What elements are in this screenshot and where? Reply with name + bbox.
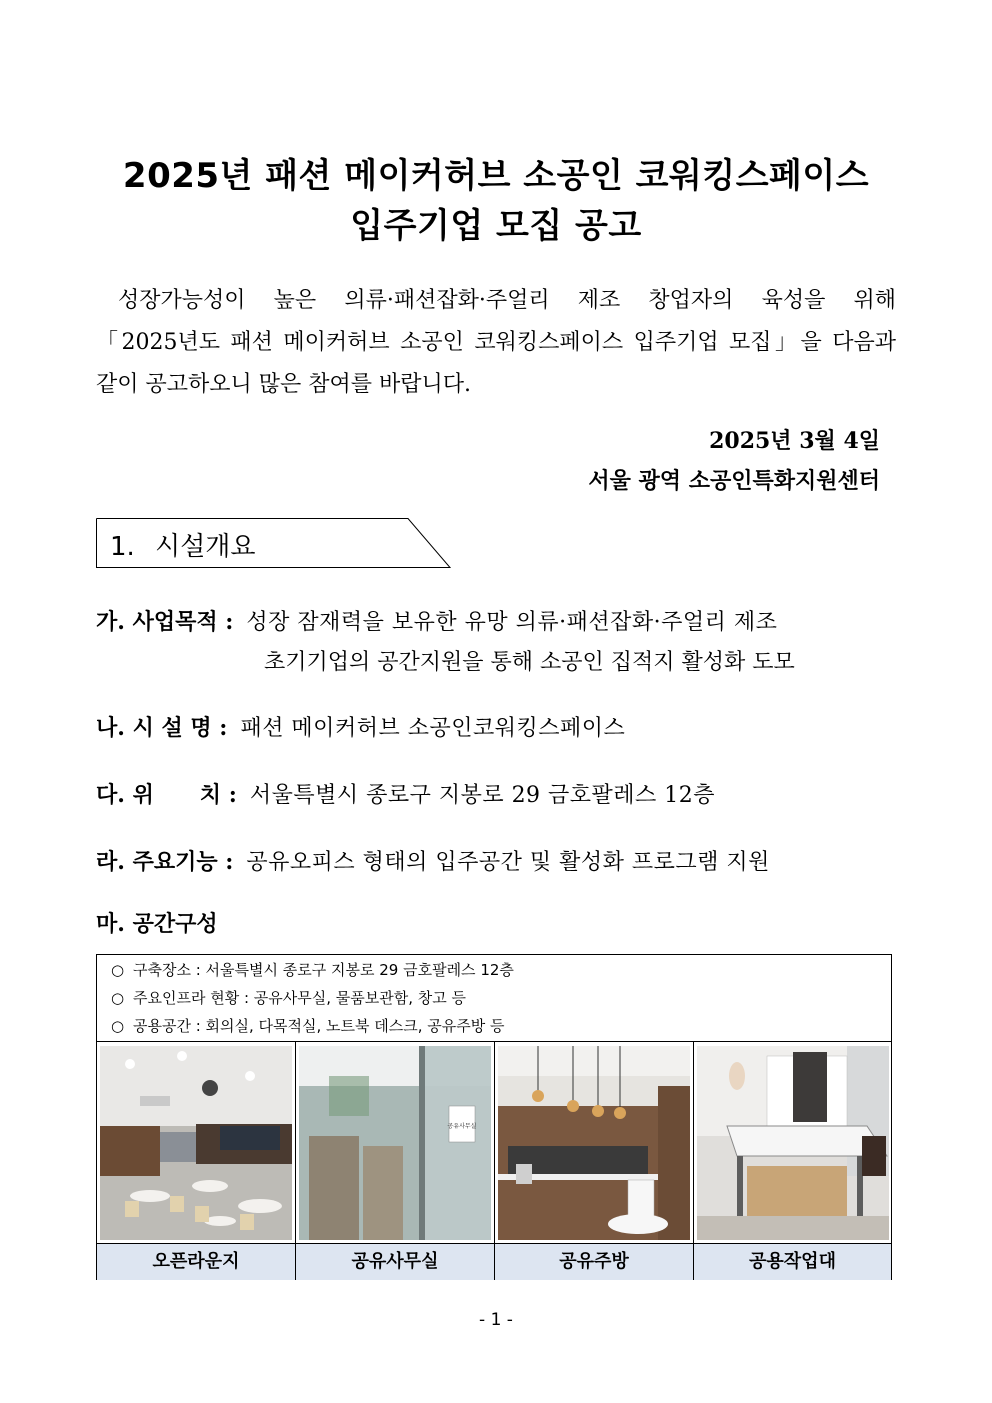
item-facility-label: 나. 시 설 명 : [96, 715, 228, 741]
office-sign-text: 공유사무실 [447, 1123, 477, 1130]
space-bullet-3-text: 공용공간 : 회의실, 다목적실, 노트북 데스크, 공유주방 등 [133, 1017, 505, 1035]
space-bullet-1-text: 구축장소 : 서울특별시 종로구 지봉로 29 금호팔레스 12층 [133, 961, 514, 979]
item-function-text: 공유오피스 형태의 입주공간 및 활성화 프로그램 지원 [246, 850, 770, 875]
item-facility-text: 패션 메이커허브 소공인코워킹스페이스 [240, 716, 626, 741]
section-name: 시설개요 [155, 532, 256, 562]
space-table [96, 954, 892, 1280]
organization-name: 서울 광역 소공인특화지원센터 [588, 468, 880, 494]
photo-shared-kitchen [495, 1042, 694, 1244]
open-lounge-image [100, 1046, 292, 1240]
caption-open-lounge: 오픈라운지 [97, 1244, 296, 1280]
bullet-circle-icon: ○ [111, 989, 125, 1007]
item-location-label: 다. 위 치 : [96, 782, 237, 808]
page-title-line1: 2025년 패션 메이커허브 소공인 코워킹스페이스 [122, 156, 870, 196]
page-number: - 1 - [479, 1310, 513, 1330]
section-header [96, 518, 452, 568]
item-facility-name [96, 708, 906, 749]
caption-shared-office: 공유사무실 [296, 1244, 495, 1280]
item-location-text: 서울특별시 종로구 지봉로 29 금호팔레스 12층 [249, 783, 716, 808]
photo-shared-office [296, 1042, 495, 1244]
item-space-label: 마. 공간구성 [96, 911, 218, 937]
item-purpose [96, 602, 906, 643]
item-location [96, 775, 906, 816]
shared-office-image [299, 1046, 491, 1240]
item-purpose-text2: 초기기업의 공간지원을 통해 소공인 집적지 활성화 도모 [264, 650, 795, 675]
space-bullet-3 [111, 1015, 505, 1036]
item-space [96, 904, 906, 945]
page-title-line2: 입주기업 모집 공고 [350, 206, 642, 246]
intro-line3: 같이 공고하오니 많은 참여를 바랍니다. [96, 372, 471, 397]
section-title [110, 526, 256, 563]
photo-open-lounge [97, 1042, 296, 1244]
photo-shared-workbench [694, 1042, 891, 1244]
item-purpose-text: 성장 잠재력을 보유한 유망 의류·패션잡화·주얼리 제조 [246, 610, 778, 635]
item-function [96, 842, 906, 883]
space-bullet-1 [111, 959, 514, 980]
intro-line1: 성장가능성이 높은 의류·패션잡화·주얼리 제조 창업자의 육성을 위해 [118, 288, 896, 313]
caption-row [97, 1243, 891, 1280]
section-number: 1. [110, 532, 135, 562]
bullet-circle-icon: ○ [111, 961, 125, 979]
space-bullet-2 [111, 987, 466, 1008]
notice-date: 2025년 3월 4일 [709, 428, 880, 454]
bullet-circle-icon: ○ [111, 1017, 125, 1035]
shared-workbench-image [697, 1046, 889, 1240]
photo-row [97, 1041, 891, 1244]
space-bullet-2-text: 주요인프라 현황 : 공유사무실, 물품보관함, 창고 등 [133, 989, 467, 1007]
item-purpose-label: 가. 사업목적 : [96, 609, 234, 635]
caption-shared-workbench: 공용작업대 [749, 1251, 836, 1272]
item-function-label: 라. 주요기능 : [96, 849, 234, 875]
shared-kitchen-image [498, 1046, 690, 1240]
caption-shared-kitchen: 공유주방 [495, 1244, 694, 1280]
intro-line2: 「2025년도 패션 메이커허브 소공인 코워킹스페이스 입주기업 모집」을 다음과 [96, 330, 896, 355]
